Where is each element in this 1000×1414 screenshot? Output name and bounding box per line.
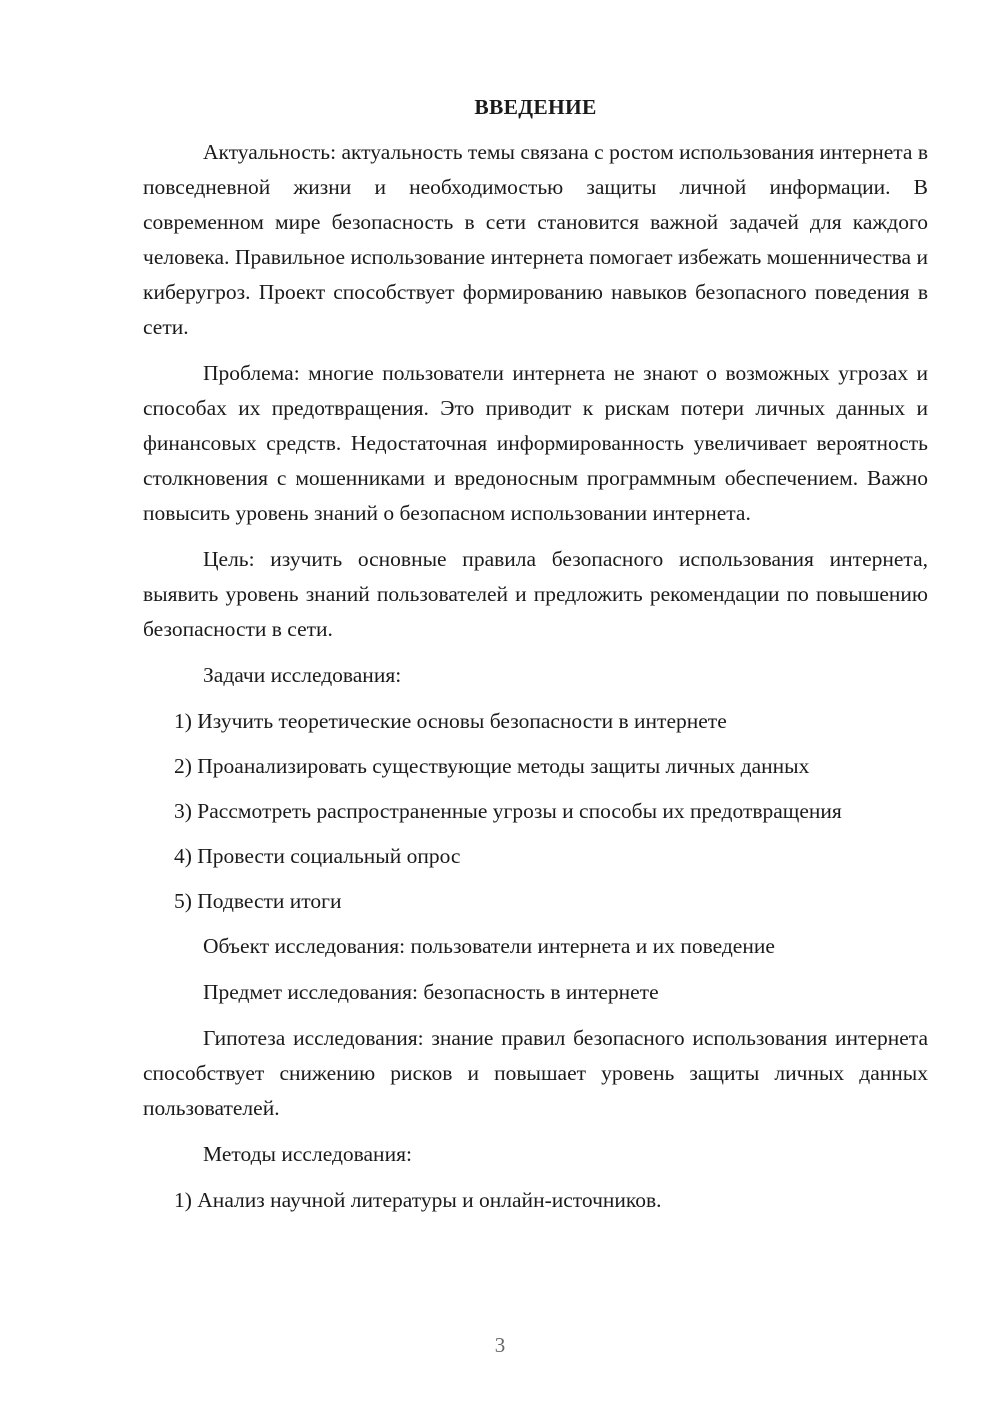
- object-paragraph: Объект исследования: пользователи интернета и их поведение: [203, 934, 775, 958]
- relevance-paragraph: Актуальность: актуальность темы связана с ростом использования интернета в повседневной жизни и необходимостью защиты личной информации. В современном мире безопасность в сети становится важной задачей для каждого человека. Правильное использование интернета помогает избежать мошенничества и киберугроз. Проект способствует формированию навыков безопасного поведения в сети.: [143, 140, 928, 339]
- document-page: [143, 90, 928, 1228]
- tasks-title: Задачи исследования:: [203, 663, 402, 687]
- task-item-5: 5) Подвести итоги: [174, 889, 342, 913]
- goal-paragraph: Цель: изучить основные правила безопасного использования интернета, выявить уровень знаний пользователей и предложить рекомендации по повышению безопасности в сети.: [143, 547, 928, 641]
- problem-paragraph: Проблема: многие пользователи интернета не знают о возможных угрозах и способах их предотвращения. Это приводит к рискам потери личных данных и финансовых средств. Недостаточная информированность увеличивает вероятность столкновения с мошенниками и вредоносным программным обеспечением. Важно повысить уровень знаний о безопасном использовании интернета.: [143, 361, 928, 525]
- hypothesis-paragraph: Гипотеза исследования: знание правил безопасного использования интернета способствует снижению рисков и повышает уровень защиты личных данных пользователей.: [143, 1026, 928, 1120]
- page-title: ВВЕДЕНИЕ: [474, 95, 597, 119]
- methods-title: Методы исследования:: [203, 1142, 412, 1166]
- subject-paragraph: Предмет исследования: безопасность в интернете: [203, 980, 659, 1004]
- method-item-1: 1) Анализ научной литературы и онлайн-источников.: [174, 1188, 662, 1212]
- task-item-3: 3) Рассмотреть распространенные угрозы и способы их предотвращения: [174, 799, 842, 823]
- task-item-4: 4) Провести социальный опрос: [174, 844, 461, 868]
- task-item-2: 2) Проанализировать существующие методы защиты личных данных: [174, 754, 810, 778]
- task-item-1: 1) Изучить теоретические основы безопасности в интернете: [174, 709, 727, 733]
- page-number: 3: [494, 1333, 506, 1357]
